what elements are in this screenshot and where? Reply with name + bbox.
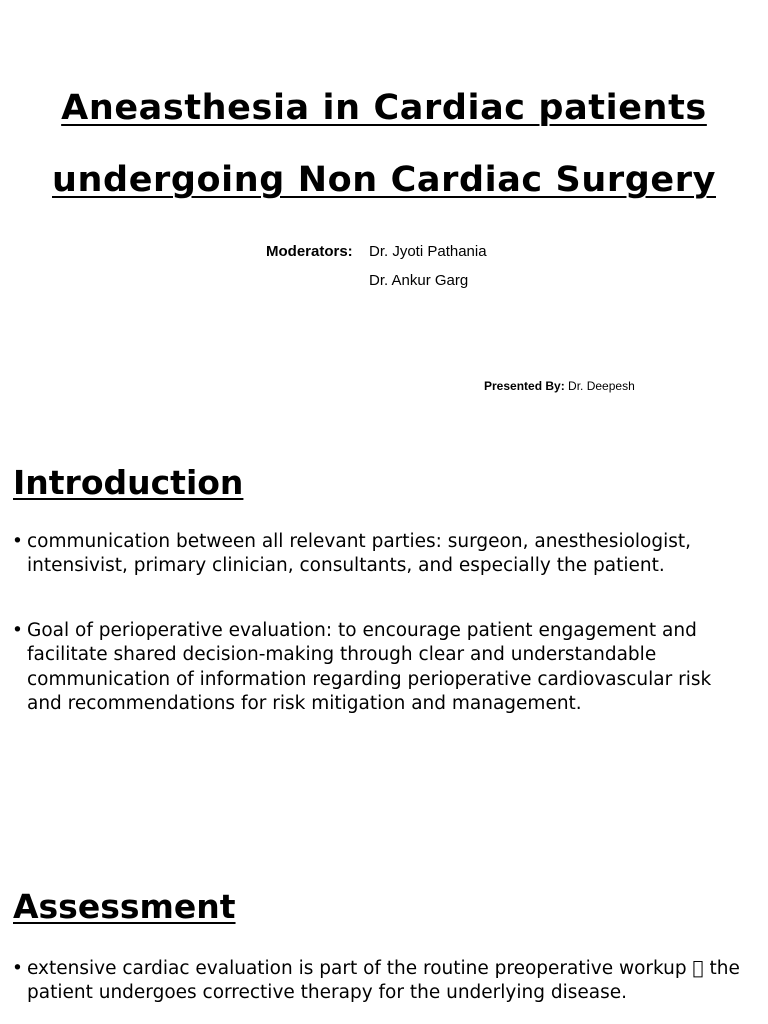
title-line-2: undergoing Non Cardiac Surgery <box>52 160 716 200</box>
list-item-text: extensive cardiac evaluation is part of the routine preoperative workup the patient undergoes corrective therapy for the underlying disease. <box>27 958 723 1004</box>
title-line-1: Aneasthesia in Cardiac patients <box>61 88 707 128</box>
presenter-name: Dr. Deepesh <box>568 379 635 393</box>
section-heading-assessment: Assessment <box>13 887 236 926</box>
moderators-label: Moderators: <box>266 243 353 260</box>
presented-by <box>484 379 635 393</box>
bullet-icon: • <box>12 531 23 552</box>
bullet-icon: • <box>12 620 23 641</box>
moderator-name: Dr. Jyoti Pathania <box>369 243 487 260</box>
presented-by-label: Presented By: <box>484 379 565 393</box>
list-item-text: communication between all relevant parties: surgeon, anesthesiologist, intensivist, primary clinician, consultants, and especially the patient. <box>27 531 692 577</box>
section-heading-introduction: Introduction <box>13 463 244 502</box>
list-item-text: Goal of perioperative evaluation: to encourage patient engagement and facilitate shared decision-making through clear and understandable communication of information regarding perioperative cardiovascular risk and recommendations for risk mitigation and management. <box>27 620 712 715</box>
bullet-icon: • <box>12 958 23 979</box>
list-item <box>12 530 742 579</box>
list-item <box>12 619 742 717</box>
list-item <box>12 957 742 1006</box>
moderator-name: Dr. Ankur Garg <box>369 272 469 289</box>
